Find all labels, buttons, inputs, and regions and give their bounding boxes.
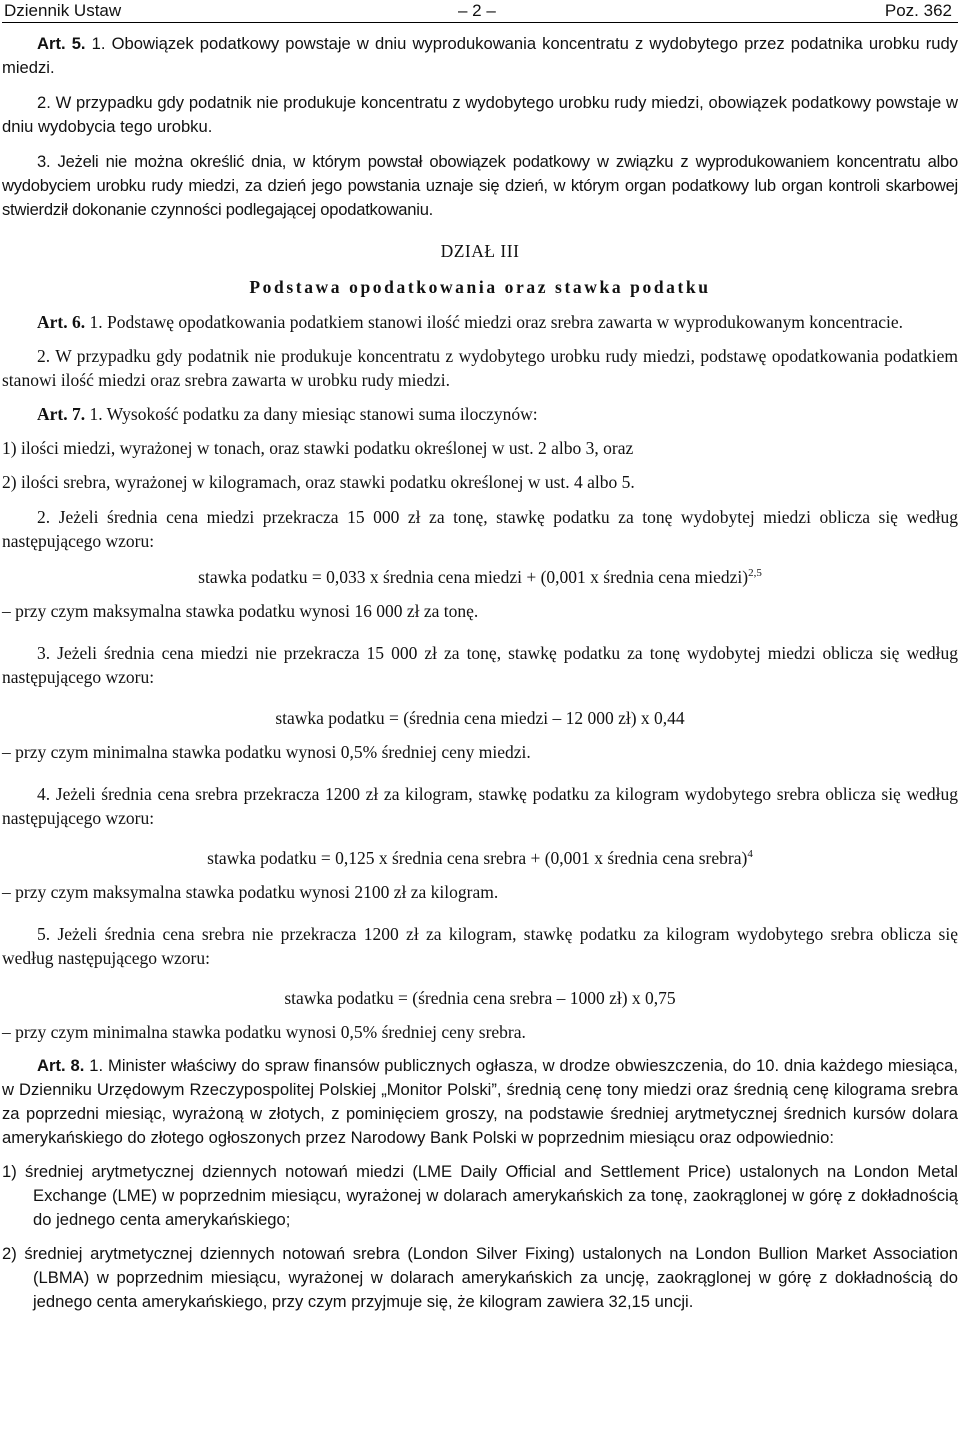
note-silver-max: – przy czym maksymalna stawka podatku wynosi 2100 zł za kilogram.	[2, 882, 499, 902]
art7-para5: 5. Jeżeli średnia cena srebra nie przekracza 1200 zł za kilogram, stawkę podatku za kilogram wydobytego srebra oblicza się według następującego wzoru:	[2, 924, 958, 968]
formula-silver-high-exponent: 4	[747, 848, 753, 860]
art7-label: Art. 7.	[37, 404, 86, 424]
art5-para2: 2. W przypadku gdy podatnik nie produkuje koncentratu z wydobytego urobku rudy miedzi, obowiązek podatkowy powstaje w dniu wydobycia tego urobku.	[2, 93, 958, 136]
art7-para4: 4. Jeżeli średnia cena srebra przekracza 1200 zł za kilogram, stawkę podatku za kilogram wydobytego srebra oblicza się według następującego wzoru:	[2, 784, 958, 828]
art8-para1	[2, 1054, 958, 1150]
art8-label: Art. 8.	[37, 1056, 85, 1075]
art8-para1-text: 1. Minister właściwy do spraw finansów publicznych ogłasza, w drodze obwieszczenia, do 10. dnia każdego miesiąca, w Dzienniku Urzędowym Rzeczypospolitej Polskiej „Monitor Polski”, średnią cenę tony miedzi oraz średnią cenę kilograma srebra za poprzedni miesiąc, wyrażoną w złotych, z pominięciem groszy, na podstawie średniej arytmetycznej średnich kursów dolara amerykańskiego do złotego ogłoszonych przez Narodowy Bank Polski w poprzednim miesiącu oraz odpowiednio:	[2, 1056, 958, 1147]
journal-name: Dziennik Ustaw	[4, 1, 122, 20]
formula-copper-low: stawka podatku = (średnia cena miedzi – 12 000 zł) x 0,44	[275, 708, 685, 728]
art6-para1-text: 1. Podstawę opodatkowania podatkiem stanowi ilość miedzi oraz srebra zawarta w wyprodukowanym koncentracie.	[89, 312, 903, 332]
page-number: – 2 –	[458, 1, 496, 20]
art7-item2: 2) ilości srebra, wyrażonej w kilogramach, oraz stawki podatku określonej w ust. 4 albo 5.	[2, 472, 635, 492]
art7-item1: 1) ilości miedzi, wyrażonej w tonach, oraz stawki podatku określonej w ust. 2 albo 3, oraz	[2, 438, 634, 458]
note-silver-min: – przy czym minimalna stawka podatku wynosi 0,5% średniej ceny srebra.	[2, 1022, 526, 1042]
note-copper-max: – przy czym maksymalna stawka podatku wynosi 16 000 zł za tonę.	[2, 601, 479, 621]
formula-copper-high-exponent: 2,5	[748, 567, 762, 579]
art5-para1-text: 1. Obowiązek podatkowy powstaje w dniu wyprodukowania koncentratu z wydobytego przez podatnika urobku rudy miedzi.	[2, 34, 958, 77]
art7-para1	[2, 402, 958, 426]
section-subtitle: Podstawa opodatkowania oraz stawka podatku	[249, 277, 711, 297]
art6-para2: 2. W przypadku gdy podatnik nie produkuje koncentratu z wydobytego urobku rudy miedzi, podstawę opodatkowania podatkiem stanowi ilość miedzi oraz srebra zawarta w urobku rudy miedzi.	[2, 346, 958, 390]
page-header	[2, 0, 958, 23]
formula-copper-high-text: stawka podatku = 0,033 x średnia cena miedzi + (0,001 x średnia cena miedzi)	[198, 567, 749, 587]
art8-item2: 2) średniej arytmetycznej dziennych notowań srebra (London Silver Fixing) ustalonych na London Bullion Market Association (LBMA) w poprzednim miesiącu, wyrażonej w dolarach amerykańskich za uncję, zaokrąglonej w górę z dokładnością do jednego centa amerykańskiego, przy czym przyjmuje się, że kilogram zawiera 32,15 uncji.	[2, 1244, 958, 1311]
art7-para3: 3. Jeżeli średnia cena miedzi nie przekracza 15 000 zł za tonę, stawkę podatku za tonę wydobytej miedzi oblicza się według następującego wzoru:	[2, 643, 958, 687]
formula-silver-low: stawka podatku = (średnia cena srebra – 1000 zł) x 0,75	[284, 988, 676, 1008]
formula-silver-high-text: stawka podatku = 0,125 x średnia cena srebra + (0,001 x średnia cena srebra)	[207, 848, 748, 868]
art6-label: Art. 6.	[37, 312, 86, 332]
formula-copper-high	[2, 565, 958, 589]
art5-label: Art. 5.	[37, 34, 86, 53]
art7-para2: 2. Jeżeli średnia cena miedzi przekracza 15 000 zł za tonę, stawkę podatku za tonę wydobytej miedzi oblicza się według następującego wzoru:	[2, 507, 958, 551]
position-number: Poz. 362	[884, 1, 952, 20]
formula-silver-high	[2, 846, 958, 870]
note-copper-min: – przy czym minimalna stawka podatku wynosi 0,5% średniej ceny miedzi.	[2, 742, 531, 762]
art7-para1-text: 1. Wysokość podatku za dany miesiąc stanowi suma iloczynów:	[89, 404, 538, 424]
section-title: DZIAŁ III	[440, 241, 520, 261]
art5-para1	[2, 32, 958, 80]
art5-para3: 3. Jeżeli nie można określić dnia, w którym powstał obowiązek podatkowy w związku z wyprodukowaniem koncentratu albo wydobyciem urobku rudy miedzi, za dzień jego powstania uznaje się dzień, w którym organ podatkowy lub organ kontroli skarbowej stwierdził dokonanie czynności podlegającej opodatkowaniu.	[2, 152, 958, 219]
art6-para1	[2, 310, 958, 334]
art8-item1: 1) średniej arytmetycznej dziennych notowań miedzi (LME Daily Official and Settlement Price) ustalonych na London Metal Exchange (LME) w poprzednim miesiącu, wyrażonej w dolarach amerykańskich za tonę, zaokrąglonej w górę z dokładnością do jednego centa amerykańskiego;	[2, 1162, 958, 1229]
